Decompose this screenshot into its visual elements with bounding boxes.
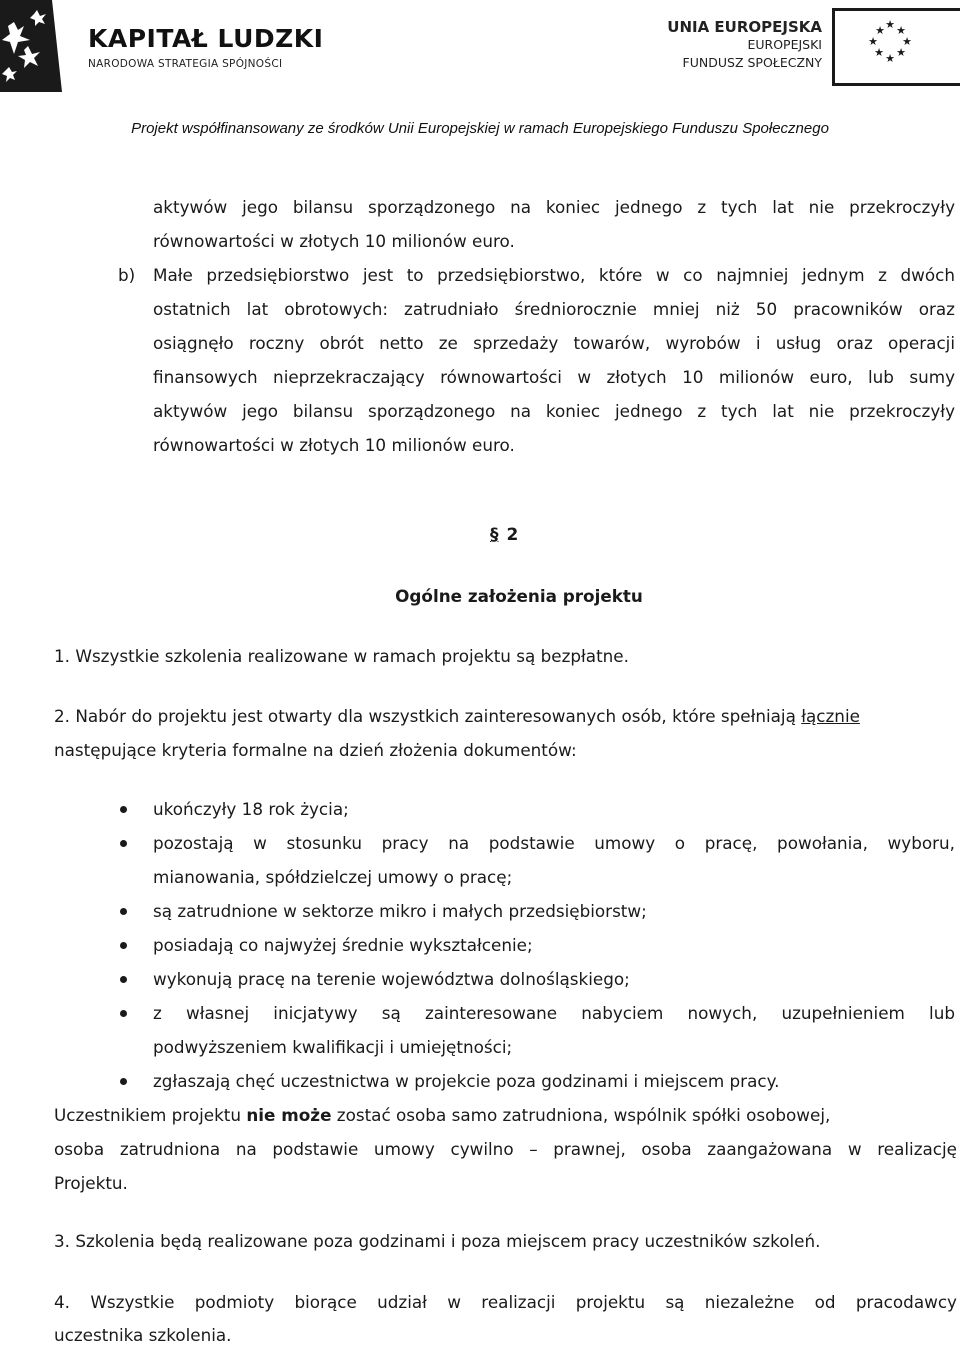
- paragraph-line: ostatnich lat obrotowych: zatrudniało średniorocznie mniej niż 50 pracowników oraz: [153, 298, 955, 320]
- list-item: pozostają w stosunku pracy na podstawie umowy o pracę, powołania, wyboru,: [153, 832, 955, 854]
- bullet-dot: [120, 976, 127, 983]
- document-header: [0, 0, 960, 150]
- paragraph-line: równowartości w złotych 10 milionów euro.: [153, 230, 515, 252]
- paragraph-line: aktywów jego bilansu sporządzonego na koniec jednego z tych lat nie przekroczyły: [153, 400, 955, 422]
- point-4-line-2: uczestnika szkolenia.: [54, 1324, 232, 1346]
- svg-text:★: ★: [874, 46, 884, 59]
- list-item-continuation: podwyższeniem kwalifikacji i umiejętności;: [153, 1036, 512, 1058]
- list-item: z własnej inicjatywy są zainteresowane nabyciem nowych, uzupełnieniem lub: [153, 1002, 955, 1024]
- point-1: 1. Wszystkie szkolenia realizowane w ramach projektu są bezpłatne.: [54, 645, 629, 667]
- svg-text:★: ★: [885, 18, 895, 31]
- point-2-underlined: łącznie: [801, 706, 860, 726]
- participant-note-line-1: [54, 1104, 957, 1126]
- bullet-dot: [120, 840, 127, 847]
- svg-text:★: ★: [885, 52, 895, 65]
- list-item: posiadają co najwyżej średnie wykształcenie;: [153, 934, 533, 956]
- section-number-value: 2: [507, 525, 519, 545]
- point-2-text: 2. Nabór do projektu jest otwarty dla wszystkich zainteresowanych osób, które spełniają: [54, 706, 801, 726]
- point-3: 3. Szkolenia będą realizowane poza godzinami i poza miejscem pracy uczestników szkoleń.: [54, 1230, 820, 1252]
- paragraph-line: równowartości w złotych 10 milionów euro.: [153, 434, 515, 456]
- participant-note-emphasis: nie może: [246, 1105, 331, 1125]
- eu-logo-text: [667, 18, 822, 72]
- list-item: zgłaszają chęć uczestnictwa w projekcie poza godzinami i miejscem pracy.: [153, 1070, 779, 1092]
- bullet-dot: [120, 908, 127, 915]
- kapital-ludzki-logo: [0, 0, 62, 92]
- bullet-dot: [120, 806, 127, 813]
- point-4-line-1: 4. Wszystkie podmioty biorące udział w realizacji projektu są niezależne od pracodawcy: [54, 1291, 957, 1313]
- list-item-continuation: mianowania, spółdzielczej umowy o pracę;: [153, 866, 512, 888]
- section-number: [490, 525, 518, 545]
- svg-text:★: ★: [868, 35, 878, 48]
- participant-note-text: zostać osoba samo zatrudniona, wspólnik spółki osobowej,: [331, 1105, 830, 1125]
- paragraph-line: Małe przedsiębiorstwo jest to przedsiębiorstwo, które w co najmniej jednym z dwóch: [153, 264, 955, 286]
- section-title: Ogólne założenia projektu: [0, 585, 960, 607]
- eu-line-3: FUNDUSZ SPOŁECZNY: [667, 54, 822, 72]
- paragraph-line: aktywów jego bilansu sporządzonego na koniec jednego z tych lat nie przekroczyły: [153, 196, 955, 218]
- bullet-dot: [120, 942, 127, 949]
- participant-note-line-2: osoba zatrudniona na podstawie umowy cywilno – prawnej, osoba zaangażowana w realizację: [54, 1138, 957, 1160]
- svg-text:★: ★: [896, 24, 906, 37]
- svg-text:★: ★: [875, 24, 885, 37]
- kapital-ludzki-subtitle: NARODOWA STRATEGIA SPÓJNOŚCI: [88, 58, 282, 70]
- section-sign: §: [490, 525, 499, 545]
- paragraph-line: osiągnęło roczny obrót netto ze sprzedaży towarów, wyrobów i usług oraz operacji: [153, 332, 955, 354]
- svg-text:★: ★: [902, 35, 912, 48]
- bullet-dot: [120, 1010, 127, 1017]
- participant-note-text: Uczestnikiem projektu: [54, 1105, 246, 1125]
- bullet-dot: [120, 1078, 127, 1085]
- eu-line-1: UNIA EUROPEJSKA: [667, 18, 822, 36]
- kapital-ludzki-title: KAPITAŁ LUDZKI: [88, 24, 323, 53]
- eu-flag-logo: [832, 8, 960, 86]
- eu-line-2: EUROPEJSKI: [667, 36, 822, 54]
- svg-text:★: ★: [896, 46, 906, 59]
- list-item: są zatrudnione w sektorze mikro i małych przedsiębiorstw;: [153, 900, 647, 922]
- list-item: ukończyły 18 rok życia;: [153, 798, 349, 820]
- participant-note-line-3: Projektu.: [54, 1172, 128, 1194]
- list-marker-b: b): [118, 264, 135, 286]
- point-2-line-1: [54, 705, 957, 727]
- list-item: wykonują pracę na terenie województwa dolnośląskiego;: [153, 968, 630, 990]
- funding-statement: Projekt współfinansowany ze środków Unii Europejskiej w ramach Europejskiego Funduszu Społecznego: [0, 120, 960, 137]
- paragraph-line: finansowych nieprzekraczający równowartości w złotych 10 milionów euro, lub sumy: [153, 366, 955, 388]
- point-2-line-2: następujące kryteria formalne na dzień złożenia dokumentów:: [54, 739, 577, 761]
